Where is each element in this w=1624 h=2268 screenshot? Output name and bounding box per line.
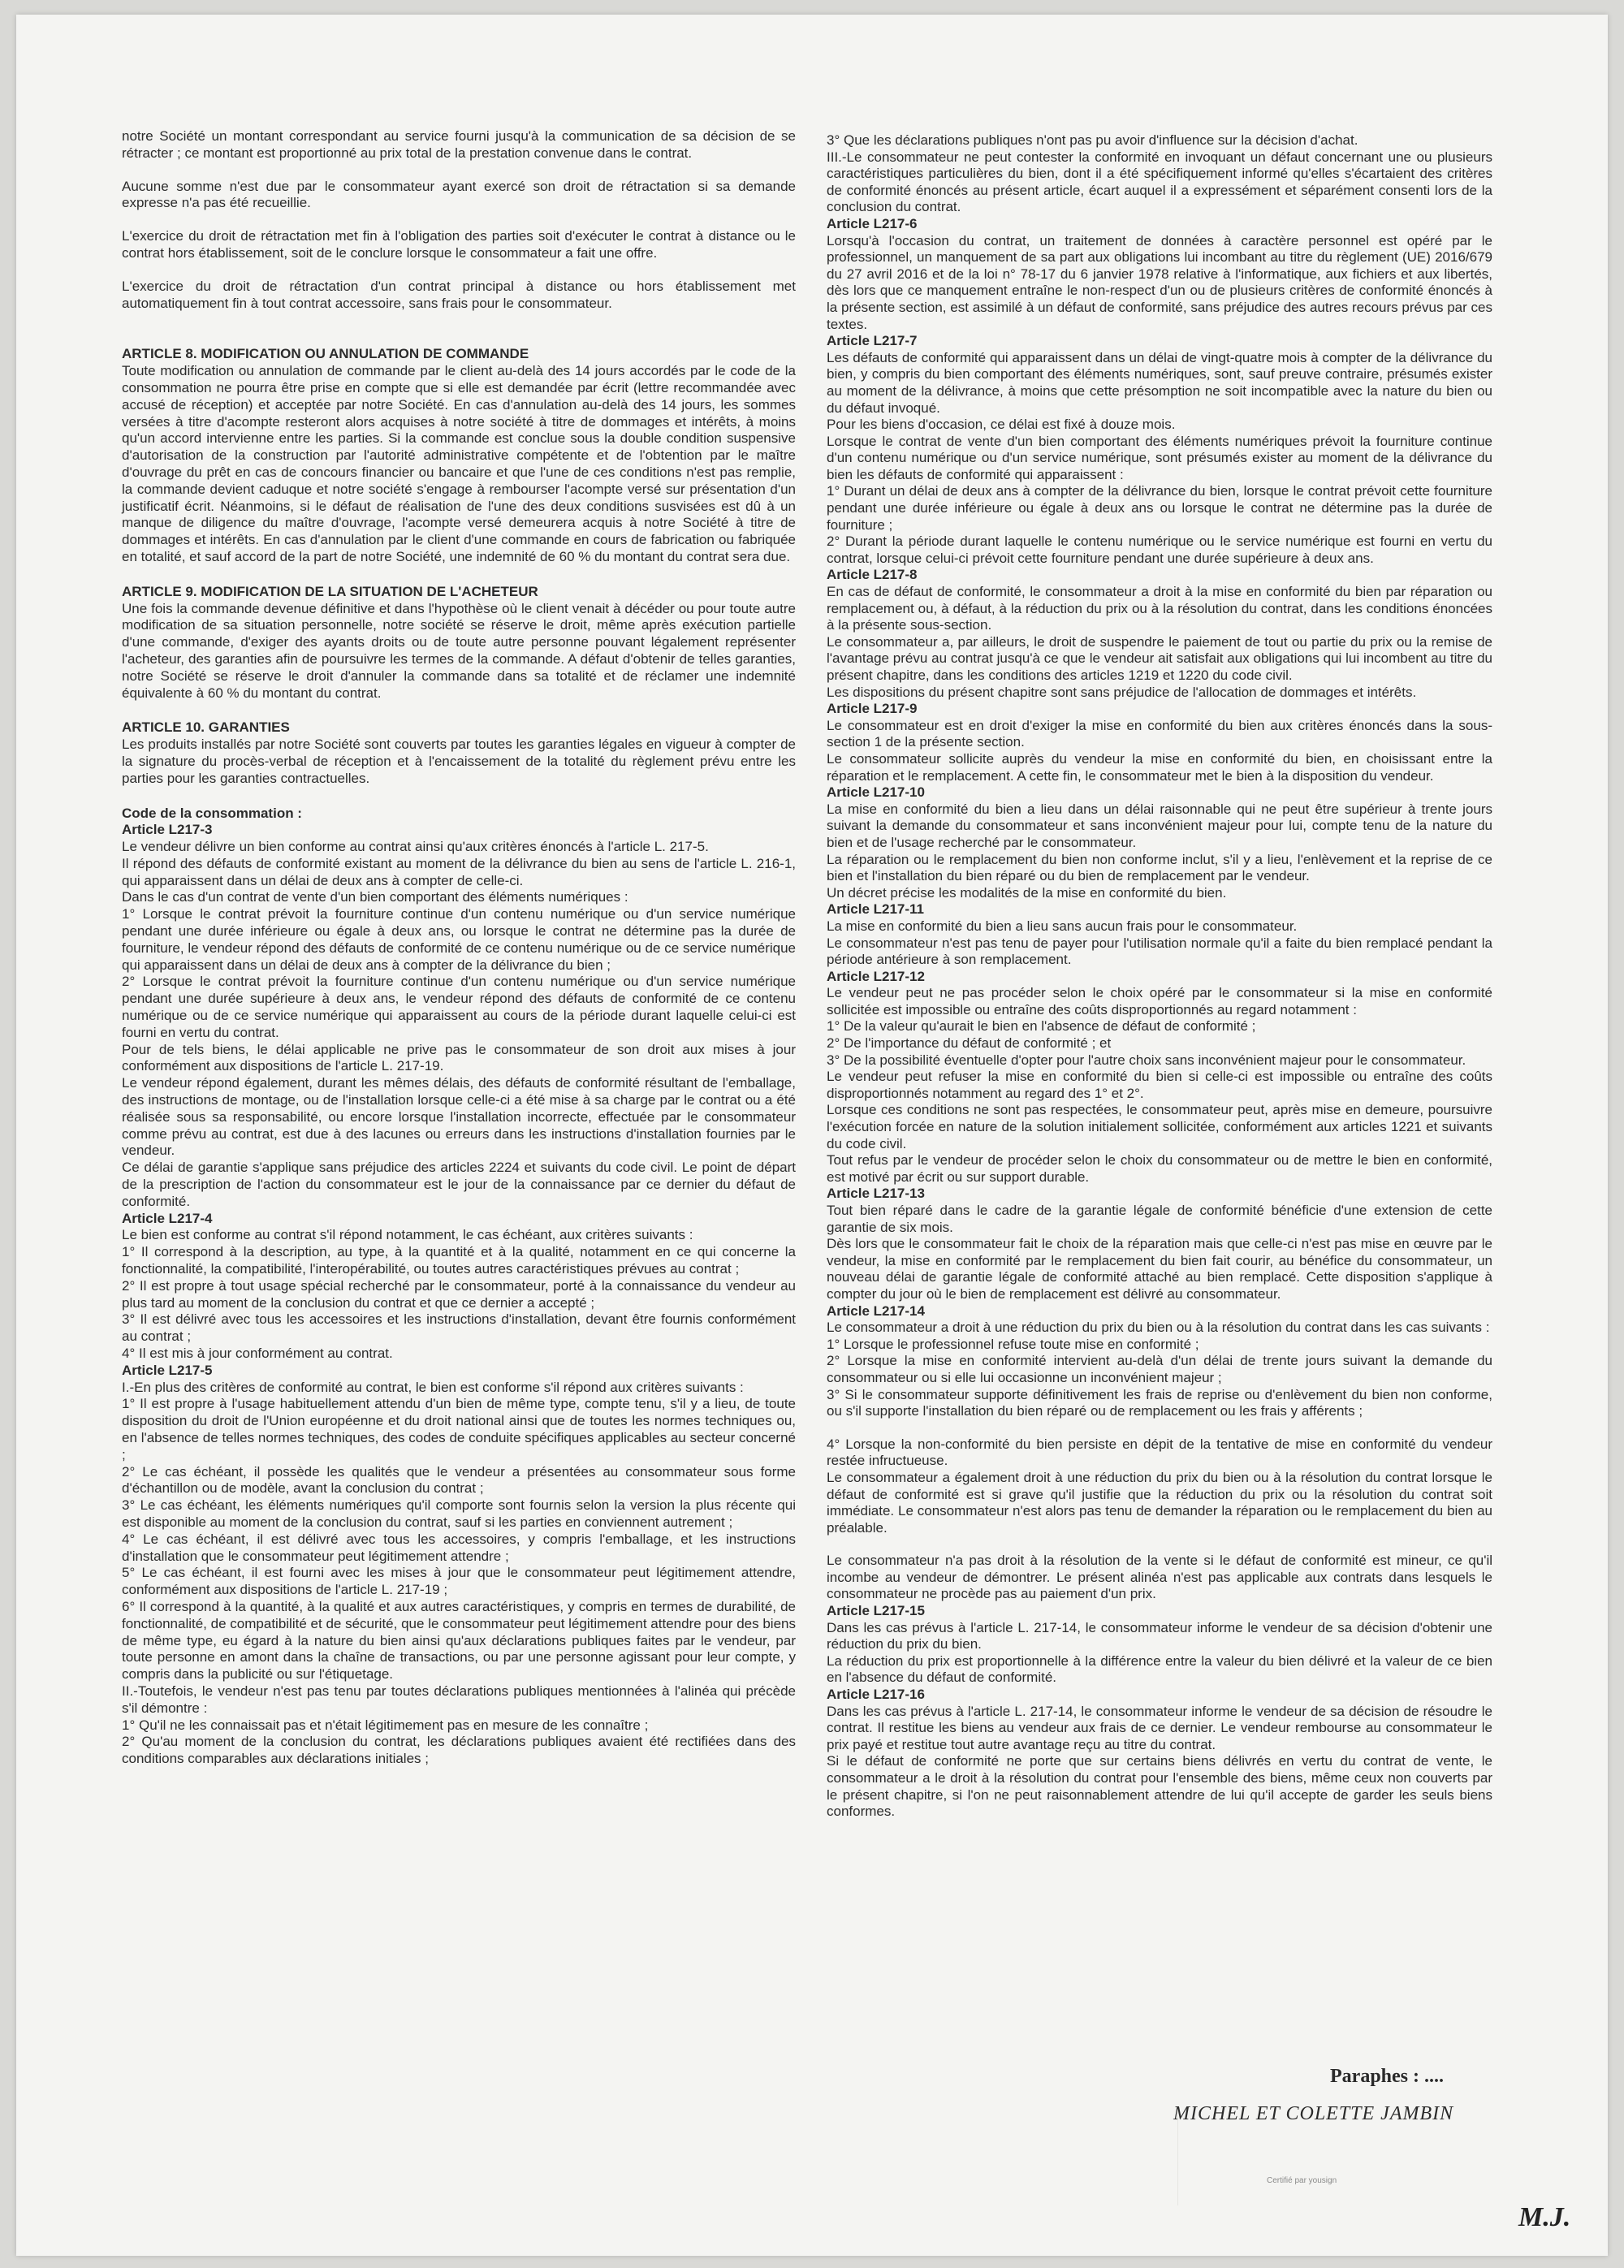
paragraph: Pour de tels biens, le délai applicable ne prive pas le consommateur de son droit aux mises à jour conformément aux dispositions de l'article L. 217-19.: [122, 1041, 796, 1074]
paragraph: Toute modification ou annulation de commande par le client au-delà des 14 jours accordés par le code de la consommation ne pourra être prise en compte que si elle est demandée par écrit (lettre recommandée avec accusé de réception) et acceptée par notre Société. En cas d'annulation au-delà des 14 jours, les sommes versées à titre d'acompte resteront alors acquises à notre société à titre de dommages et intérêts, à moins qu'un accord intervienne entre les parties. Si la commande est conclue sous la double condition suspensive d'autorisation de la construction par l'autorité administrative compétente et de l'obtention par le maître d'ouvrage du prêt en cas de concours financier ou bancaire et que l'une de ces conditions n'est pas remplie, la commande devient caduque et notre société s'engage à rembourser l'acompte versé sur présentation d'un justificatif écrit. Néanmoins, si le défaut de réalisation de l'une des deux conditions susvisées est dû à un manque de diligence du maître d'ouvrage, l'acompte versé demeurera acquis à notre Société à titre de dommages et intérêts. En cas d'annulation par le client d'une commande en cours de fabrication ou fabriquée en totalité, et sauf accord de la part de notre Société, une indemnité de 60 % du montant du contrat sera due.: [122, 363, 796, 564]
article-number: Article L217-7: [827, 333, 918, 349]
paragraph: Le consommateur n'est pas tenu de payer pour l'utilisation normale qu'il a faite du bien remplacé pendant la période antérieure à son remplacement.: [827, 935, 1492, 968]
paragraph: 2° Lorsque le contrat prévoit la fourniture continue d'un contenu numérique ou d'un service numérique pendant une durée supérieure à deux ans, le vendeur répond des défauts de conformité de ce contenu numérique ou de ce service numérique qui apparaissent au cours de la période durant laquelle celui-ci est fourni en vertu du contrat.: [122, 974, 796, 1040]
paragraph: L'exercice du droit de rétractation met fin à l'obligation des parties soit d'exécuter le contrat à distance ou le contrat hors établissement, soit de le conclure lorsque le consommateur a fait une offre.: [122, 228, 796, 261]
paragraph: 6° Il correspond à la quantité, à la qualité et aux autres caractéristiques, y compris en termes de durabilité, de fonctionnalité, de compatibilité et de sécurité, que le consommateur peut légitimement attendre pour des biens de même type, eu égard à la nature du bien ainsi qu'aux déclarations publiques faites par le vendeur, par toute personne en amont dans la chaîne de transactions, ou par une personne agissant pour leur compte, y compris dans la publicité ou sur l'étiquetage.: [122, 1598, 796, 1683]
article-number: Article L217-4: [122, 1210, 213, 1226]
paragraph: 2° Lorsque la mise en conformité intervient au-delà d'un délai de trente jours suivant la demande du consommateur ou si elle lui occasionne un inconvénient majeur ;: [827, 1353, 1492, 1385]
paragraph: Dans les cas prévus à l'article L. 217-14, le consommateur informe le vendeur de sa décision de résoudre le contrat. Il restitue les biens au vendeur aux frais de ce dernier. Le vendeur rembourse au consommateur le prix payé et restitue tout autre avantage reçu au titre du contrat.: [827, 1703, 1492, 1752]
paragraph: 3° De la possibilité éventuelle d'opter pour l'autre choix sans inconvénient majeur pour le consommateur.: [827, 1052, 1466, 1068]
paragraph: Dans le cas d'un contrat de vente d'un bien comportant des éléments numériques :: [122, 889, 628, 905]
paragraph: Le vendeur répond également, durant les mêmes délais, des défauts de conformité résultant de l'emballage, des instructions de montage, ou de l'installation lorsque celle-ci a été mise à sa charge par le contrat ou a été réalisée sous sa responsabilité, ou encore lorsque l'installation incorrecte, effectuée par le consommateur comme prévu au contrat, est due à des lacunes ou erreurs dans les instructions d'installation fournies par le vendeur.: [122, 1075, 796, 1159]
paragraph: Dès lors que le consommateur fait le choix de la réparation mais que celle-ci n'est pas mise en œuvre par le vendeur, la mise en conformité par le remplacement du bien fait courir, au bénéfice du consommateur, un nouveau délai de garantie légale de conformité attaché au bien remplacé. Cette disposition s'applique à compter du jour où le bien de remplacement est délivré au consommateur.: [827, 1236, 1492, 1302]
paragraph: 4° Il est mis à jour conformément au contrat.: [122, 1346, 393, 1361]
paragraph-spacer: [827, 1420, 1492, 1436]
paragraph: 2° Durant la période durant laquelle le contenu numérique ou le service numérique est fourni en vertu du contrat, lorsque celui-ci prévoit cette fourniture pendant une durée supérieure à deux ans.: [827, 534, 1492, 566]
paragraph: Le vendeur peut ne pas procéder selon le choix opéré par le consommateur si la mise en conformité sollicitée est impossible ou entraîne des coûts disproportionnés au regard notamment :: [827, 985, 1492, 1017]
paragraph: La mise en conformité du bien a lieu sans aucun frais pour le consommateur.: [827, 918, 1298, 934]
paragraph: 3° Que les déclarations publiques n'ont pas pu avoir d'influence sur la décision d'achat.: [827, 132, 1358, 148]
paragraph: Si le défaut de conformité ne porte que sur certains biens délivrés en vertu du contrat de vente, le consommateur a le droit à la résolution du contrat pour l'ensemble des biens, même ceux non couverts par le présent chapitre, si l'on ne peut raisonnablement attendre de lui qu'il accepte de garder les seuls biens conformes.: [827, 1753, 1492, 1820]
paragraph: Un décret précise les modalités de la mise en conformité du bien.: [827, 884, 1227, 901]
article-number: Article L217-13: [827, 1186, 925, 1202]
certified-badge: Certifié par yousign: [1267, 2176, 1337, 2185]
paragraph: Les produits installés par notre Société sont couverts par toutes les garanties légales en vigueur à compter de la signature du procès-verbal de réception et à l'encaissement de la totalité du règlement prévu entre les parties pour les garanties contractuelles.: [122, 737, 796, 786]
paragraph: En cas de défaut de conformité, le consommateur a droit à la mise en conformité du bien par réparation ou remplacement ou, à défaut, à la réduction du prix ou à la résolution du contrat, dans les conditions énoncées à la présente sous-section.: [827, 584, 1492, 633]
paragraph: Tout refus par le vendeur de procéder selon le choix du consommateur ou de mettre le bien en conformité, est motivé par écrit ou sur support durable.: [827, 1152, 1492, 1185]
article-number: Article L217-12: [827, 968, 925, 984]
section-heading: Code de la consommation :: [122, 805, 302, 821]
paragraph: Il répond des défauts de conformité existant au moment de la délivrance du bien au sens de l'article L. 216-1, qui apparaissent dans un délai de deux ans à compter de celle-ci.: [122, 855, 796, 888]
paragraph: 1° Durant un délai de deux ans à compter de la délivrance du bien, lorsque le contrat prévoit cette fourniture pendant une durée inférieure ou égale à deux ans ou lorsque le contrat ne détermine pas la durée de fourniture ;: [827, 483, 1492, 533]
paragraph: Le vendeur peut refuser la mise en conformité du bien si celle-ci est impossible ou entraîne des coûts disproportionnés notamment au regard des 1° et 2°.: [827, 1069, 1492, 1101]
article-number: Article L217-11: [827, 901, 925, 918]
right-column: [827, 132, 1492, 1821]
paragraph: Aucune somme n'est due par le consommateur ayant exercé son droit de rétractation si sa demande expresse n'a pas été recueillie.: [122, 178, 796, 211]
article-number: Article L217-8: [827, 567, 918, 583]
article-number: Article L217-16: [827, 1687, 925, 1703]
paragraph: 2° Qu'au moment de la conclusion du contrat, les déclarations publiques avaient été rectifiées dans des conditions comparables aux déclarations initiales ;: [122, 1734, 796, 1767]
paragraph: 4° Le cas échéant, il est délivré avec tous les accessoires, y compris l'emballage, et les instructions d'installation que le consommateur peut légitimement attendre ;: [122, 1531, 796, 1564]
paragraph: 4° Lorsque la non-conformité du bien persiste en dépit de la tentative de mise en conformité du vendeur restée infructueuse.: [827, 1436, 1492, 1469]
paragraph: Pour les biens d'occasion, ce délai est fixé à douze mois.: [827, 417, 1176, 433]
article-heading: ARTICLE 10. GARANTIES: [122, 719, 290, 736]
paragraph: 2° De l'importance du défaut de conformité ; et: [827, 1035, 1112, 1052]
paragraph: Le consommateur a également droit à une réduction du prix du bien ou à la résolution du contrat lorsque le défaut de conformité est si grave qu'il justifie que la réduction du prix ou la résolution du contrat soit immédiate. Le consommateur n'est alors pas tenu de demander la réparation ou le remplacement du bien au préalable.: [827, 1469, 1492, 1536]
paragraph: 3° Le cas échéant, les éléments numériques qu'il comporte sont fournis selon la version la plus récente qui est disponible au moment de la conclusion du contrat, sauf si les parties en conviennent autrement ;: [122, 1497, 796, 1530]
paragraph: I.-En plus des critères de conformité au contrat, le bien est conforme s'il répond aux critères suivants :: [122, 1379, 744, 1395]
paragraph: 1° Qu'il ne les connaissait pas et n'était légitimement pas en mesure de les connaître ;: [122, 1717, 649, 1733]
paragraph: Lorsque le contrat de vente d'un bien comportant des éléments numériques prévoit la fourniture continue d'un contenu numérique ou d'un service numérique, sont présumés exister au moment de la délivrance du bien les défauts de conformité qui apparaissent :: [827, 433, 1492, 482]
article-number: Article L217-15: [827, 1603, 925, 1619]
paragraph: Le consommateur est en droit d'exiger la mise en conformité du bien aux critères énoncés dans la sous-section 1 de la présente section.: [827, 717, 1492, 750]
paragraph: Lorsqu'à l'occasion du contrat, un traitement de données à caractère personnel est opéré par le professionnel, un manquement de sa part aux obligations lui incombant au titre du règlement (UE) 2016/679 du 27 avril 2016 et de la loi n° 78-17 du 6 janvier 1978 relative à l'informatique, aux fichiers et aux libertés, dès lors que ce manquement entraîne le non-respect d'un ou de plusieurs critères de conformité énoncés à la présente section, est assimilé à un défaut de conformité, sans préjudice des autres recours prévus par ces textes.: [827, 232, 1492, 332]
paragraph: 1° Il correspond à la description, au type, à la quantité et à la qualité, notamment en ce qui concerne la fonctionnalité, la compatibilité, l'interopérabilité, ou toutes autres caractéristiques prévues au contrat ;: [122, 1244, 796, 1277]
paragraph: 2° Il est propre à tout usage spécial recherché par le consommateur, porté à la connaissance du vendeur au plus tard au moment de la conclusion du contrat et que ce dernier a accepté ;: [122, 1277, 796, 1311]
article-number: Article L217-14: [827, 1302, 925, 1319]
paragraph: La réduction du prix est proportionnelle à la différence entre la valeur du bien délivré et la valeur de ce bien en l'absence du défaut de conformité.: [827, 1652, 1492, 1686]
article-number: Article L217-5: [122, 1362, 213, 1378]
paragraph: Le consommateur a, par ailleurs, le droit de suspendre le paiement de tout ou partie du prix ou la remise de l'avantage prévu au contrat jusqu'à ce que le vendeur ait satisfait aux obligations qui lui incombent au titre du présent chapitre, dans les conditions des articles 1219 et 1220 du code civil.: [827, 633, 1492, 683]
paragraph: 1° Lorsque le contrat prévoit la fourniture continue d'un contenu numérique ou d'un service numérique pendant une durée inférieure ou égale à deux ans, ou lorsque le contrat ne détermine pas la durée de fourniture, le vendeur répond des défauts de conformité de ce contenu numérique ou de ce service numérique qui apparaissent dans un délai de deux ans à compter de la délivrance du bien ;: [122, 906, 796, 973]
paragraph: Le consommateur a droit à une réduction du prix du bien ou à la résolution du contrat dans les cas suivants :: [827, 1320, 1490, 1336]
paragraph: Tout bien réparé dans le cadre de la garantie légale de conformité bénéficie d'une extension de cette garantie de six mois.: [827, 1203, 1492, 1235]
paragraph: 3° Si le consommateur supporte définitivement les frais de reprise ou d'enlèvement du bien non conforme, ou s'il supporte l'installation du bien réparé ou de remplacement ou les frais y afférents ;: [827, 1386, 1492, 1419]
article-number: Article L217-6: [827, 215, 918, 231]
article-heading: ARTICLE 8. MODIFICATION OU ANNULATION DE COMMANDE: [122, 346, 529, 362]
paragraph: notre Société un montant correspondant au service fourni jusqu'à la communication de sa décision de se rétracter ; ce montant est proportionné au prix total de la prestation convenue dans le contrat.: [122, 128, 796, 161]
paragraph: 1° De la valeur qu'aurait le bien en l'absence de défaut de conformité ;: [827, 1018, 1256, 1035]
paragraph: III.-Le consommateur ne peut contester la conformité en invoquant un défaut concernant une ou plusieurs caractéristiques particulières du bien, dont il a été spécifiquement informé qu'elles s'écartaient des critères de conformité énoncés au présent article, écart auquel il a expressément et séparément consenti lors de la conclusion du contrat.: [827, 149, 1492, 215]
paragraph: II.-Toutefois, le vendeur n'est pas tenu par toutes déclarations publiques mentionnées à l'alinéa qui précède s'il démontre :: [122, 1683, 796, 1716]
initials-mark: M.J.: [1518, 2202, 1571, 2232]
paragraph: La réparation ou le remplacement du bien non conforme inclut, s'il y a lieu, l'enlèvement et la reprise de ce bien et l'installation du bien réparé ou du bien de remplacement par le vendeur.: [827, 851, 1492, 884]
paragraph: Dans les cas prévus à l'article L. 217-14, le consommateur informe le vendeur de sa décision d'obtenir une réduction du prix du bien.: [827, 1619, 1492, 1652]
paraphes-label: Paraphes : ....: [1330, 2066, 1444, 2087]
article-number: Article L217-10: [827, 784, 925, 801]
paragraph: 5° Le cas échéant, il est fourni avec les mises à jour que le consommateur peut légitimement attendre, conformément aux dispositions de l'article L. 217-19 ;: [122, 1565, 796, 1598]
left-column: [122, 128, 796, 1768]
paragraph: Le bien est conforme au contrat s'il répond notamment, le cas échéant, aux critères suivants :: [122, 1227, 693, 1243]
paragraph: Le vendeur délivre un bien conforme au contrat ainsi qu'aux critères énoncés à l'article L. 217-5.: [122, 839, 709, 855]
paragraph: 1° Il est propre à l'usage habituellement attendu d'un bien de même type, compte tenu, s'il y a lieu, de toute disposition du droit de l'Union européenne et du droit national ainsi que de toutes les normes techniques ou, en l'absence de telles normes techniques, des codes de conduite spécifiques applicables au secteur concerné ;: [122, 1396, 796, 1462]
document-page: [16, 15, 1608, 2256]
article-heading: ARTICLE 9. MODIFICATION DE LA SITUATION DE L'ACHETEUR: [122, 583, 538, 599]
paragraph: Les défauts de conformité qui apparaissent dans un délai de vingt-quatre mois à compter de la délivrance du bien, y compris du bien comportant des éléments numériques, sont, sauf preuve contraire, présumés exister au moment de la délivrance, à moins que cette présomption ne soit incompatible avec la nature du bien ou du défaut invoqué.: [827, 349, 1492, 416]
paragraph: Une fois la commande devenue définitive et dans l'hypothèse où le client venait à décéder ou pour toute autre modification de sa situation personnelle, notre société se réserve le droit, même après exécution partielle d'une commande, d'exiger des ayants droits ou de toute autre personne pouvant légalement représenter l'acheteur, des garanties afin de poursuivre les termes de la commande. A défaut d'obtenir de telles garanties, notre Société se réserve le droit d'annuler la commande dans sa totalité et de réclamer une indemnité équivalente à 60 % du montant du contrat.: [122, 600, 796, 701]
article-number: Article L217-3: [122, 822, 213, 838]
paragraph: L'exercice du droit de rétractation d'un contrat principal à distance ou hors établissement met automatiquement fin à tout contrat accessoire, sans frais pour le consommateur.: [122, 278, 796, 311]
paragraph: 3° Il est délivré avec tous les accessoires et les instructions d'installation, devant être fournis conformément au contrat ;: [122, 1311, 796, 1345]
paragraph: Ce délai de garantie s'applique sans préjudice des articles 2224 et suivants du code civil. Le point de départ de la prescription de l'action du consommateur est le jour de la connaissance par ce dernier du défaut de conformité.: [122, 1160, 796, 1209]
signature-name: MICHEL ET COLETTE JAMBIN: [1173, 2103, 1454, 2124]
article-number: Article L217-9: [827, 701, 918, 717]
paragraph: Lorsque ces conditions ne sont pas respectées, le consommateur peut, après mise en demeure, poursuivre l'exécution forcée en nature de la solution initialement sollicitée, conformément aux articles 1221 et suivants du code civil.: [827, 1102, 1492, 1151]
paragraph: 1° Lorsque le professionnel refuse toute mise en conformité ;: [827, 1336, 1199, 1352]
paragraph: Les dispositions du présent chapitre sont sans préjudice de l'allocation de dommages et intérêts.: [827, 684, 1417, 700]
paragraph: La mise en conformité du bien a lieu dans un délai raisonnable qui ne peut être supérieur à trente jours suivant la demande du consommateur et sans inconvénient majeur pour lui, compte tenu de la nature du bien et de l'usage recherché par le consommateur.: [827, 801, 1492, 850]
paragraph: Le consommateur sollicite auprès du vendeur la mise en conformité du bien, en choisissant entre la réparation et le remplacement. A cette fin, le consommateur met le bien à la disposition du vendeur.: [827, 750, 1492, 784]
paragraph: Le consommateur n'a pas droit à la résolution de la vente si le défaut de conformité est mineur, ce qu'il incombe au vendeur de démontrer. Le présent alinéa n'est pas applicable aux contrats dans lesquels le consommateur ne procède pas au paiement d'un prix.: [827, 1553, 1492, 1602]
paragraph: 2° Le cas échéant, il possède les qualités que le vendeur a présentées au consommateur sous forme d'échantillon ou de modèle, avant la conclusion du contrat ;: [122, 1463, 796, 1497]
